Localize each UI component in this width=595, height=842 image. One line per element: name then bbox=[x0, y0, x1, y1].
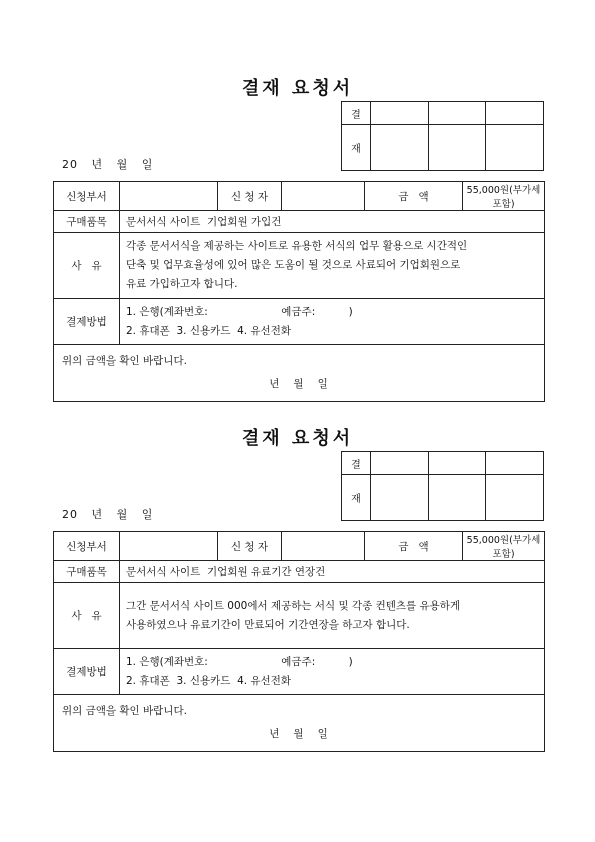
reason-line: 그간 문서서식 사이트 000에서 제공하는 서식 및 각종 컨텐츠를 유용하게 bbox=[126, 599, 461, 612]
confirm-date: 년 월 일 bbox=[269, 728, 329, 740]
approval-signature-cell[interactable] bbox=[486, 125, 544, 171]
item-label: 구매품목 bbox=[54, 211, 120, 233]
approval-label-top: 결 bbox=[342, 452, 371, 475]
dept-label: 신청부서 bbox=[54, 182, 120, 211]
item-value: 문서서식 사이트 기업회원 유료기간 연장건 bbox=[120, 561, 545, 583]
request-table bbox=[53, 531, 545, 752]
approval-cell[interactable] bbox=[371, 452, 429, 475]
form-title: 결재 요청서 bbox=[241, 78, 354, 99]
date-line: 20 년 월 일 bbox=[62, 158, 154, 171]
confirm-cell bbox=[54, 695, 545, 752]
reason-text bbox=[120, 583, 545, 649]
approval-signature-cell[interactable] bbox=[371, 475, 429, 521]
amount-value: 55,000원(부가세포함) bbox=[463, 182, 545, 211]
applicant-label: 신 청 자 bbox=[218, 182, 282, 211]
reason-line: 단축 및 업무효율성에 있어 많은 도움이 될 것으로 사료되어 기업회원으로 bbox=[126, 259, 461, 271]
payment-label: 결제방법 bbox=[54, 649, 120, 695]
confirm-text: 위의 금액을 확인 바랍니다. bbox=[62, 705, 187, 717]
payment-methods bbox=[120, 299, 545, 345]
reason-line: 유료 가입하고자 합니다. bbox=[126, 278, 238, 290]
approval-signature-cell[interactable] bbox=[486, 475, 544, 521]
approval-cell[interactable] bbox=[428, 102, 486, 125]
reason-label: 사 유 bbox=[54, 233, 120, 299]
applicant-label: 신 청 자 bbox=[218, 532, 282, 561]
dept-label: 신청부서 bbox=[54, 532, 120, 561]
payment-line: 2. 휴대폰 3. 신용카드 4. 유선전화 bbox=[126, 324, 291, 337]
reason-text bbox=[120, 233, 545, 299]
approval-cell[interactable] bbox=[486, 452, 544, 475]
approval-label-top: 결 bbox=[342, 102, 371, 125]
approval-cell[interactable] bbox=[428, 452, 486, 475]
payment-line: 2. 휴대폰 3. 신용카드 4. 유선전화 bbox=[126, 674, 291, 687]
payment-line: 1. 은행(계좌번호: 예금주: ) bbox=[126, 655, 353, 668]
payment-label: 결제방법 bbox=[54, 299, 120, 345]
approval-box bbox=[341, 101, 544, 171]
approval-signature-cell[interactable] bbox=[428, 475, 486, 521]
applicant-field[interactable] bbox=[282, 182, 365, 211]
applicant-field[interactable] bbox=[282, 532, 365, 561]
confirm-date: 년 월 일 bbox=[269, 378, 329, 390]
reason-line: 사용하였으나 유료기간이 만료되어 기간연장을 하고자 합니다. bbox=[126, 618, 410, 631]
approval-cell[interactable] bbox=[371, 102, 429, 125]
request-form-2 bbox=[0, 350, 595, 770]
form-title: 결재 요청서 bbox=[241, 428, 354, 449]
approval-box bbox=[341, 451, 544, 521]
amount-value: 55,000원(부가세포함) bbox=[463, 532, 545, 561]
date-line: 20 년 월 일 bbox=[62, 508, 154, 521]
reason-label: 사 유 bbox=[54, 583, 120, 649]
confirm-text: 위의 금액을 확인 바랍니다. bbox=[62, 355, 187, 367]
payment-methods bbox=[120, 649, 545, 695]
approval-cell[interactable] bbox=[486, 102, 544, 125]
reason-line: 각종 문서서식을 제공하는 사이트로 유용한 서식의 업무 활용으로 시간적인 bbox=[126, 240, 468, 252]
approval-signature-cell[interactable] bbox=[428, 125, 486, 171]
payment-line: 1. 은행(계좌번호: 예금주: ) bbox=[126, 305, 353, 318]
item-value: 문서서식 사이트 기업회원 가입건 bbox=[120, 211, 545, 233]
dept-field[interactable] bbox=[120, 182, 218, 211]
approval-signature-cell[interactable] bbox=[371, 125, 429, 171]
item-label: 구매품목 bbox=[54, 561, 120, 583]
approval-label-bottom: 재 bbox=[342, 125, 371, 171]
approval-label-bottom: 재 bbox=[342, 475, 371, 521]
amount-label: 금 액 bbox=[365, 532, 463, 561]
dept-field[interactable] bbox=[120, 532, 218, 561]
amount-label: 금 액 bbox=[365, 182, 463, 211]
